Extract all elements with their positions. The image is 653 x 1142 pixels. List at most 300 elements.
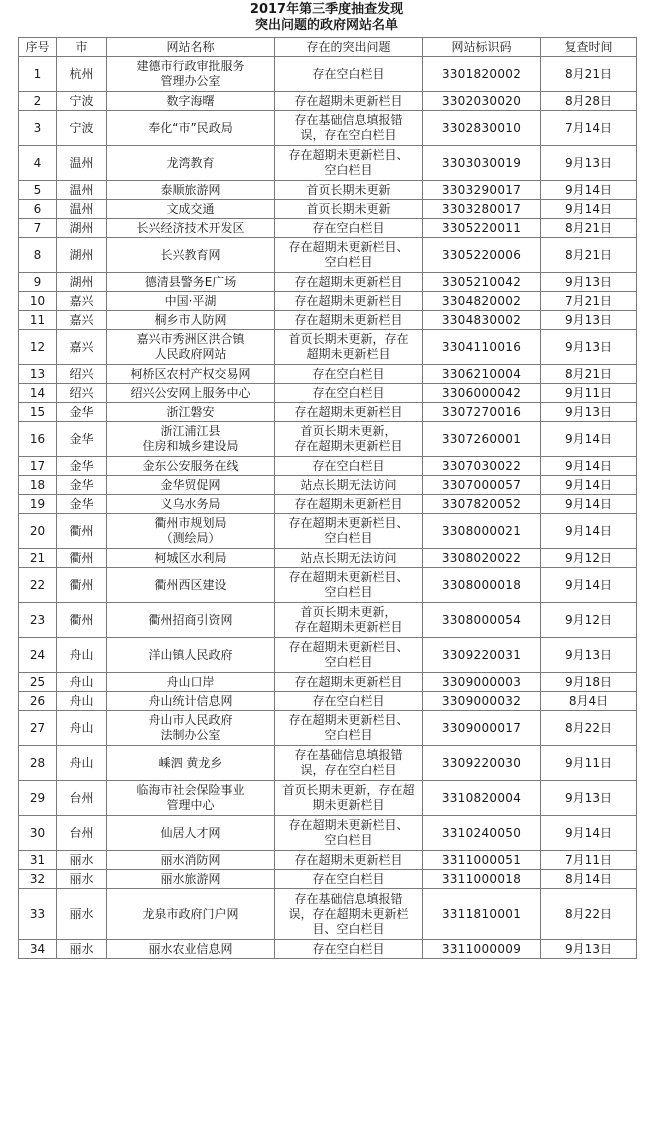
header-cell-no: 序号 — [19, 38, 57, 57]
cell-site-name — [107, 365, 275, 384]
cell-site-code: 3307270016 — [423, 403, 541, 422]
cell-no: 15 — [19, 403, 57, 422]
issue-line: 存在超期未更新栏目 — [294, 496, 403, 511]
site-name-line: （测绘局） — [160, 531, 221, 545]
site-name-line: 长兴教育网 — [160, 247, 221, 262]
site-name-line: 义乌水务局 — [160, 496, 221, 511]
cell-site-name — [107, 692, 275, 711]
cell-site-name — [107, 273, 275, 292]
cell-no: 23 — [19, 603, 57, 638]
table-row — [19, 384, 637, 403]
header-cell-name: 网站名称 — [107, 38, 275, 57]
cell-no: 22 — [19, 568, 57, 603]
cell-review-date: 9月14日 — [541, 816, 637, 851]
cell-no: 20 — [19, 514, 57, 549]
cell-issue — [275, 476, 423, 495]
cell-issue — [275, 200, 423, 219]
cell-review-date: 9月13日 — [541, 638, 637, 673]
site-name-line: 龙湾教育 — [166, 155, 215, 170]
cell-site-name — [107, 457, 275, 476]
table-row — [19, 330, 637, 365]
cell-city: 金华 — [57, 476, 107, 495]
cell-issue — [275, 403, 423, 422]
cell-city: 金华 — [57, 495, 107, 514]
cell-no: 10 — [19, 292, 57, 311]
issue-line: 首页长期未更新，存在超 — [282, 783, 415, 797]
issue-line: 空白栏目 — [324, 585, 373, 599]
table-row — [19, 57, 637, 92]
cell-city: 湖州 — [57, 273, 107, 292]
cell-review-date: 9月14日 — [541, 495, 637, 514]
cell-site-name — [107, 422, 275, 457]
issue-line: 首页长期未更新 — [306, 182, 391, 197]
cell-site-name — [107, 870, 275, 889]
table-row — [19, 549, 637, 568]
cell-site-code: 3302030020 — [423, 92, 541, 111]
header-cell-date: 复查时间 — [541, 38, 637, 57]
site-name-line: 衢州市规划局 — [154, 516, 227, 530]
cell-site-code: 3308000018 — [423, 568, 541, 603]
cell-review-date: 9月11日 — [541, 384, 637, 403]
cell-issue — [275, 816, 423, 851]
issue-line: 存在超期未更新栏目、 — [288, 516, 409, 530]
cell-site-code: 3306000042 — [423, 384, 541, 403]
cell-issue — [275, 365, 423, 384]
cell-issue — [275, 940, 423, 959]
site-name-line: 德清县警务E广场 — [144, 274, 237, 289]
issue-line: 存在空白栏目 — [312, 871, 385, 886]
cell-site-name — [107, 92, 275, 111]
site-name-line: 舟山口岸 — [166, 674, 215, 689]
website-list-table — [18, 37, 637, 959]
cell-review-date: 9月13日 — [541, 146, 637, 181]
table-row — [19, 746, 637, 781]
cell-review-date: 9月14日 — [541, 181, 637, 200]
site-name-line: 舟山统计信息网 — [148, 693, 233, 708]
issue-line: 空白栏目 — [324, 833, 373, 847]
cell-issue — [275, 495, 423, 514]
cell-no: 19 — [19, 495, 57, 514]
cell-review-date: 9月12日 — [541, 603, 637, 638]
cell-no: 11 — [19, 311, 57, 330]
cell-site-code: 3305210042 — [423, 273, 541, 292]
table-row — [19, 422, 637, 457]
cell-site-code: 3308000054 — [423, 603, 541, 638]
cell-review-date: 8月14日 — [541, 870, 637, 889]
header-cell-city: 市 — [57, 38, 107, 57]
cell-issue — [275, 330, 423, 365]
cell-city: 舟山 — [57, 638, 107, 673]
cell-issue — [275, 92, 423, 111]
cell-review-date: 8月4日 — [541, 692, 637, 711]
table-row — [19, 870, 637, 889]
cell-city: 衢州 — [57, 549, 107, 568]
cell-site-name — [107, 330, 275, 365]
cell-site-code: 3304110016 — [423, 330, 541, 365]
cell-no: 26 — [19, 692, 57, 711]
issue-line: 目、空白栏目 — [312, 921, 385, 936]
issue-line: 存在基础信息填报错 — [294, 748, 403, 762]
cell-issue — [275, 111, 423, 146]
site-name-line: 数字海曙 — [166, 93, 215, 108]
cell-site-name — [107, 851, 275, 870]
cell-review-date: 7月11日 — [541, 851, 637, 870]
cell-issue — [275, 692, 423, 711]
cell-site-name — [107, 111, 275, 146]
table-row — [19, 568, 637, 603]
cell-issue — [275, 219, 423, 238]
cell-review-date: 9月13日 — [541, 403, 637, 422]
table-row — [19, 146, 637, 181]
table-row — [19, 495, 637, 514]
cell-no: 3 — [19, 111, 57, 146]
cell-site-code: 3311000018 — [423, 870, 541, 889]
site-name-line: 泰顺旅游网 — [160, 182, 221, 197]
cell-no: 34 — [19, 940, 57, 959]
issue-line: 存在基础信息填报错 — [294, 891, 403, 906]
site-name-line: 丽水消防网 — [160, 852, 221, 867]
issue-line: 空白栏目 — [324, 728, 373, 742]
cell-no: 29 — [19, 781, 57, 816]
table-row — [19, 365, 637, 384]
site-name-line: 绍兴公安网上服务中心 — [130, 385, 251, 400]
issue-line: 存在空白栏目 — [312, 941, 385, 956]
cell-no: 28 — [19, 746, 57, 781]
issue-line: 存在空白栏目 — [312, 66, 385, 81]
cell-city: 舟山 — [57, 746, 107, 781]
issue-line: 站点长期无法访问 — [300, 477, 397, 492]
site-name-line: 中国·平湖 — [164, 293, 217, 308]
table-row — [19, 673, 637, 692]
cell-review-date: 9月13日 — [541, 273, 637, 292]
cell-site-code: 3311810001 — [423, 889, 541, 940]
cell-no: 27 — [19, 711, 57, 746]
page-title-line-2: 突出问题的政府网站名单 — [254, 18, 398, 33]
cell-city: 台州 — [57, 816, 107, 851]
cell-site-code: 3301820002 — [423, 57, 541, 92]
header-cell-code: 网站标识码 — [423, 38, 541, 57]
cell-site-name — [107, 673, 275, 692]
site-name-line: 金华贸促网 — [160, 477, 221, 492]
issue-line: 误，存在空白栏目 — [300, 763, 397, 777]
cell-review-date: 9月11日 — [541, 746, 637, 781]
cell-no: 5 — [19, 181, 57, 200]
cell-site-name — [107, 200, 275, 219]
cell-no: 31 — [19, 851, 57, 870]
cell-site-name — [107, 603, 275, 638]
table-row — [19, 638, 637, 673]
cell-city: 丽水 — [57, 870, 107, 889]
cell-no: 7 — [19, 219, 57, 238]
cell-site-name — [107, 746, 275, 781]
cell-site-code: 3305220011 — [423, 219, 541, 238]
site-name-line: 衢州西区建设 — [154, 577, 227, 592]
table-row — [19, 273, 637, 292]
cell-site-code: 3302830010 — [423, 111, 541, 146]
cell-site-name — [107, 219, 275, 238]
cell-review-date: 9月13日 — [541, 940, 637, 959]
issue-line: 首页长期未更新， — [300, 605, 397, 619]
site-name-line: 舟山市人民政府 — [148, 713, 233, 727]
site-name-line: 浙江磐安 — [166, 404, 215, 419]
cell-issue — [275, 422, 423, 457]
issue-line: 存在超期未更新栏目 — [294, 852, 403, 867]
site-name-line: 柯城区水利局 — [154, 550, 227, 565]
cell-site-name — [107, 889, 275, 940]
site-name-line: 临海市社会保险事业 — [136, 783, 245, 797]
table-row — [19, 311, 637, 330]
issue-line: 空白栏目 — [324, 655, 373, 669]
cell-issue — [275, 146, 423, 181]
table-row — [19, 292, 637, 311]
cell-site-code: 3303030019 — [423, 146, 541, 181]
table-row — [19, 781, 637, 816]
cell-site-code: 3310240050 — [423, 816, 541, 851]
cell-site-code: 3309000003 — [423, 673, 541, 692]
cell-review-date: 9月18日 — [541, 673, 637, 692]
issue-line: 存在超期未更新栏目 — [294, 674, 403, 689]
cell-site-name — [107, 384, 275, 403]
issue-line: 存在超期未更新栏目 — [294, 439, 403, 453]
cell-no: 6 — [19, 200, 57, 219]
table-row — [19, 200, 637, 219]
cell-site-code: 3304820002 — [423, 292, 541, 311]
cell-site-name — [107, 146, 275, 181]
issue-line: 存在超期未更新栏目 — [294, 274, 403, 289]
cell-site-code: 3307820052 — [423, 495, 541, 514]
cell-city: 衢州 — [57, 514, 107, 549]
cell-site-name — [107, 238, 275, 273]
cell-city: 金华 — [57, 422, 107, 457]
cell-site-code: 3305220006 — [423, 238, 541, 273]
cell-issue — [275, 568, 423, 603]
cell-city: 嘉兴 — [57, 330, 107, 365]
cell-no: 16 — [19, 422, 57, 457]
table-row — [19, 219, 637, 238]
page-title-line-1: 2017年第三季度抽查发现 — [249, 2, 404, 17]
issue-line: 空白栏目 — [324, 255, 373, 269]
cell-no: 24 — [19, 638, 57, 673]
issue-line: 存在超期未更新栏目、 — [288, 240, 409, 254]
cell-site-code: 3310820004 — [423, 781, 541, 816]
cell-city: 绍兴 — [57, 365, 107, 384]
site-name-line: 人民政府网站 — [154, 347, 227, 361]
site-name-line: 住房和城乡建设局 — [142, 439, 239, 453]
cell-review-date: 9月14日 — [541, 568, 637, 603]
cell-site-code: 3309000032 — [423, 692, 541, 711]
cell-city: 宁波 — [57, 111, 107, 146]
cell-issue — [275, 889, 423, 940]
cell-issue — [275, 746, 423, 781]
cell-no: 9 — [19, 273, 57, 292]
cell-issue — [275, 851, 423, 870]
cell-site-name — [107, 181, 275, 200]
cell-city: 衢州 — [57, 603, 107, 638]
cell-no: 17 — [19, 457, 57, 476]
issue-line: 存在空白栏目 — [312, 366, 385, 381]
site-name-line: 嘉兴市秀洲区洪合镇 — [136, 332, 245, 346]
site-name-line: 法制办公室 — [160, 728, 221, 742]
cell-no: 21 — [19, 549, 57, 568]
table-row — [19, 603, 637, 638]
cell-issue — [275, 57, 423, 92]
table-row — [19, 816, 637, 851]
issue-line: 首页长期未更新， — [300, 424, 397, 438]
header-cell-issue: 存在的突出问题 — [275, 38, 423, 57]
cell-issue — [275, 311, 423, 330]
cell-review-date: 7月14日 — [541, 111, 637, 146]
cell-city: 金华 — [57, 403, 107, 422]
cell-site-code: 3303290017 — [423, 181, 541, 200]
site-name-line: 柯桥区农村产权交易网 — [130, 366, 251, 381]
cell-review-date: 9月14日 — [541, 422, 637, 457]
cell-review-date: 9月14日 — [541, 200, 637, 219]
cell-site-code: 3307260001 — [423, 422, 541, 457]
cell-no: 18 — [19, 476, 57, 495]
cell-issue — [275, 181, 423, 200]
site-name-line: 龙泉市政府门户网 — [142, 906, 239, 921]
issue-line: 存在超期未更新栏目、 — [288, 713, 409, 727]
table-row — [19, 889, 637, 940]
cell-issue — [275, 292, 423, 311]
table-header — [19, 38, 637, 57]
cell-review-date: 8月28日 — [541, 92, 637, 111]
table-body — [19, 57, 637, 959]
issue-line: 首页长期未更新 — [306, 201, 391, 216]
cell-issue — [275, 603, 423, 638]
cell-site-code: 3307000057 — [423, 476, 541, 495]
cell-city: 宁波 — [57, 92, 107, 111]
issue-line: 存在超期未更新栏目 — [294, 312, 403, 327]
issue-line: 期未更新栏目 — [312, 798, 385, 812]
cell-city: 温州 — [57, 146, 107, 181]
site-name-line: 管理办公室 — [160, 74, 221, 88]
issue-line: 误，存在空白栏目 — [300, 128, 397, 142]
cell-city: 嘉兴 — [57, 292, 107, 311]
issue-line: 存在超期未更新栏目、 — [288, 570, 409, 584]
cell-site-code: 3306210004 — [423, 365, 541, 384]
cell-review-date: 9月14日 — [541, 476, 637, 495]
site-name-line: 长兴经济技术开发区 — [136, 220, 245, 235]
site-name-line: 衢州招商引资网 — [148, 612, 233, 627]
cell-review-date: 9月13日 — [541, 311, 637, 330]
issue-line: 首页长期未更新，存在 — [288, 332, 409, 346]
cell-city: 台州 — [57, 781, 107, 816]
cell-city: 绍兴 — [57, 384, 107, 403]
cell-issue — [275, 457, 423, 476]
cell-city: 丽水 — [57, 889, 107, 940]
cell-issue — [275, 870, 423, 889]
cell-no: 13 — [19, 365, 57, 384]
cell-no: 8 — [19, 238, 57, 273]
site-name-line: 文成交通 — [166, 201, 215, 216]
site-name-line: 洋山镇人民政府 — [148, 647, 233, 662]
cell-no: 30 — [19, 816, 57, 851]
cell-no: 14 — [19, 384, 57, 403]
table-row — [19, 514, 637, 549]
cell-city: 舟山 — [57, 673, 107, 692]
cell-city: 温州 — [57, 181, 107, 200]
cell-review-date: 9月12日 — [541, 549, 637, 568]
cell-city: 湖州 — [57, 238, 107, 273]
table-row — [19, 111, 637, 146]
cell-city: 嘉兴 — [57, 311, 107, 330]
cell-city: 丽水 — [57, 851, 107, 870]
table-row — [19, 238, 637, 273]
cell-review-date: 9月14日 — [541, 514, 637, 549]
site-name-line: 桐乡市人防网 — [154, 312, 227, 327]
cell-site-name — [107, 711, 275, 746]
cell-site-code: 3311000051 — [423, 851, 541, 870]
issue-line: 存在超期未更新栏目、 — [288, 818, 409, 832]
issue-line: 站点长期无法访问 — [300, 550, 397, 565]
table-row — [19, 940, 637, 959]
cell-site-code: 3303280017 — [423, 200, 541, 219]
cell-site-name — [107, 940, 275, 959]
cell-city: 杭州 — [57, 57, 107, 92]
cell-review-date: 9月14日 — [541, 457, 637, 476]
cell-site-name — [107, 549, 275, 568]
table-row — [19, 457, 637, 476]
table-row — [19, 181, 637, 200]
cell-site-code: 3307030022 — [423, 457, 541, 476]
cell-site-code: 3308020022 — [423, 549, 541, 568]
cell-site-code: 3309220030 — [423, 746, 541, 781]
cell-site-code: 3309220031 — [423, 638, 541, 673]
cell-issue — [275, 273, 423, 292]
cell-issue — [275, 384, 423, 403]
cell-site-code: 3308000021 — [423, 514, 541, 549]
issue-line: 超期未更新栏目 — [306, 347, 391, 361]
cell-issue — [275, 781, 423, 816]
cell-no: 32 — [19, 870, 57, 889]
cell-site-code: 3309000017 — [423, 711, 541, 746]
issue-line: 存在超期未更新栏目 — [294, 293, 403, 308]
cell-issue — [275, 673, 423, 692]
cell-review-date: 8月21日 — [541, 238, 637, 273]
cell-city: 舟山 — [57, 692, 107, 711]
cell-site-name — [107, 781, 275, 816]
site-name-line: 奉化“市”民政局 — [148, 120, 233, 135]
issue-line: 存在超期未更新栏目 — [294, 404, 403, 419]
issue-line: 存在超期未更新栏目 — [294, 93, 403, 108]
cell-review-date: 8月21日 — [541, 365, 637, 384]
table-row — [19, 476, 637, 495]
cell-city: 衢州 — [57, 568, 107, 603]
issue-line: 存在空白栏目 — [312, 220, 385, 235]
cell-review-date: 8月21日 — [541, 219, 637, 238]
site-name-line: 丽水旅游网 — [160, 871, 221, 886]
cell-review-date: 8月22日 — [541, 711, 637, 746]
cell-site-name — [107, 816, 275, 851]
site-name-line: 浙江浦江县 — [160, 424, 221, 438]
table-row — [19, 403, 637, 422]
site-name-line: 丽水农业信息网 — [148, 941, 233, 956]
issue-line: 存在空白栏目 — [312, 693, 385, 708]
site-name-line: 管理中心 — [166, 798, 215, 812]
cell-review-date: 9月13日 — [541, 781, 637, 816]
header-row — [19, 38, 637, 57]
cell-site-code: 3311000009 — [423, 940, 541, 959]
table-row — [19, 851, 637, 870]
cell-no: 12 — [19, 330, 57, 365]
cell-no: 1 — [19, 57, 57, 92]
cell-no: 25 — [19, 673, 57, 692]
site-name-line: 仙居人才网 — [160, 825, 221, 840]
cell-issue — [275, 638, 423, 673]
cell-issue — [275, 514, 423, 549]
issue-line: 存在超期未更新栏目 — [294, 620, 403, 634]
